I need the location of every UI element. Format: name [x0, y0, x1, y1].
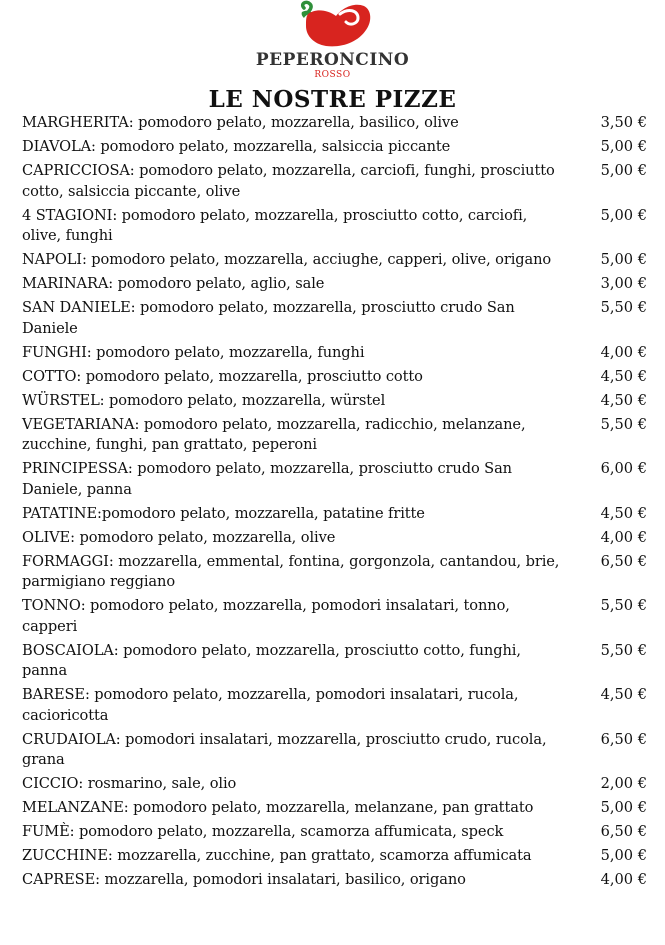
menu-item-description: MELANZANE: pomodoro pelato, mozzarella, melanzane, pan grattato — [22, 799, 534, 816]
menu-item — [22, 250, 652, 271]
menu-item-price: 5,00 € — [600, 847, 647, 864]
menu-item — [22, 137, 652, 158]
menu-item — [22, 343, 652, 364]
menu-item-price: 6,50 € — [600, 823, 647, 840]
menu-item-price: 5,50 € — [600, 415, 647, 433]
menu-item-price: 6,50 € — [600, 730, 647, 748]
menu-item-price: 5,50 € — [600, 597, 647, 614]
brand-subtitle: ROSSO — [314, 70, 351, 80]
menu-item-price: 4,00 € — [600, 528, 647, 546]
menu-item-description: BARESE: pomodoro pelato, mozzarella, pomodori insalatari, rucola, cacioricotta — [22, 686, 519, 724]
menu-item-price: 2,00 € — [600, 775, 647, 792]
menu-item — [22, 685, 652, 726]
menu-header — [0, 0, 665, 116]
menu-item-description: PATATINE:pomodoro pelato, mozzarella, patatine fritte — [22, 504, 425, 522]
menu-item-description: TONNO: pomodoro pelato, mozzarella, pomodori insalatari, tonno, capperi — [22, 597, 510, 635]
menu-item — [22, 641, 652, 682]
menu-item-price: 5,50 € — [600, 299, 647, 316]
menu-item — [22, 798, 652, 819]
menu-item-price: 5,50 € — [600, 641, 647, 659]
menu-item — [22, 774, 652, 795]
menu-item-price: 4,50 € — [600, 391, 647, 409]
menu-item — [22, 161, 652, 202]
menu-item-description: MARGHERITA: pomodoro pelato, mozzarella, basilico, olive — [22, 114, 459, 131]
menu-item-price: 3,50 € — [600, 114, 647, 131]
menu-item-description: NAPOLI: pomodoro pelato, mozzarella, acciughe, capperi, olive, origano — [22, 251, 552, 268]
menu-item-price: 4,50 € — [600, 686, 647, 703]
menu-item-description: SAN DANIELE: pomodoro pelato, mozzarella, prosciutto crudo San Daniele — [22, 299, 515, 337]
menu-item-description: PRINCIPESSA: pomodoro pelato, mozzarella, prosciutto crudo San Daniele, panna — [22, 460, 512, 498]
menu-item-description: FUMÈ: pomodoro pelato, mozzarella, scamorza affumicata, speck — [22, 823, 504, 840]
menu-item-price: 5,00 € — [600, 206, 647, 224]
menu-item-description: WÜRSTEL: pomodoro pelato, mozzarella, würstel — [22, 391, 386, 409]
menu-item-description: CAPRICCIOSA: pomodoro pelato, mozzarella, carciofi, funghi, prosciutto cotto, salsiccia piccante, olive — [22, 162, 555, 200]
menu-item — [22, 367, 652, 388]
menu-item-price: 5,00 € — [600, 138, 647, 155]
menu-item-description: COTTO: pomodoro pelato, mozzarella, prosciutto cotto — [22, 367, 423, 385]
menu-item — [22, 846, 652, 867]
menu-item — [22, 459, 652, 500]
menu-item-price: 5,00 € — [600, 251, 647, 268]
menu-item — [22, 113, 652, 134]
menu-item-price: 5,00 € — [600, 162, 647, 179]
menu-item — [22, 391, 652, 412]
menu-item — [22, 274, 652, 295]
menu-item — [22, 298, 652, 339]
menu-item-price: 4,00 € — [600, 343, 647, 361]
menu-item-description: FUNGHI: pomodoro pelato, mozzarella, funghi — [22, 343, 365, 361]
menu-item — [22, 415, 652, 456]
menu-item-description: BOSCAIOLA: pomodoro pelato, mozzarella, prosciutto cotto, funghi, panna — [22, 641, 521, 679]
menu-item-description: OLIVE: pomodoro pelato, mozzarella, olive — [22, 528, 336, 546]
menu-item-description: FORMAGGI: mozzarella, emmental, fontina, gorgonzola, cantandou, brie, parmigiano reggiano — [22, 552, 560, 590]
menu-item-price: 6,50 € — [600, 552, 647, 570]
menu-item-price: 6,00 € — [600, 460, 647, 477]
menu-item-description: CICCIO: rosmarino, sale, olio — [22, 775, 237, 792]
menu-item-description: MARINARA: pomodoro pelato, aglio, sale — [22, 275, 325, 292]
menu-item — [22, 730, 652, 771]
menu-item-price: 5,00 € — [600, 799, 647, 816]
brand-name: PEPERONCINO — [255, 50, 410, 70]
menu-item-price: 4,50 € — [600, 504, 647, 522]
menu-item-price: 3,00 € — [600, 275, 647, 292]
pizza-menu-list — [22, 113, 652, 891]
menu-item-description: CRUDAIOLA: pomodori insalatari, mozzarella, prosciutto crudo, rucola, grana — [22, 730, 547, 768]
menu-item-description: ZUCCHINE: mozzarella, zucchine, pan grattato, scamorza affumicata — [22, 847, 532, 864]
chili-pepper-icon — [296, 0, 374, 50]
menu-item — [22, 552, 652, 593]
page-title: LE NOSTRE PIZZE — [208, 86, 457, 113]
menu-item-price: 4,50 € — [600, 367, 647, 385]
menu-item — [22, 528, 652, 549]
menu-item — [22, 206, 652, 247]
menu-item-description: 4 STAGIONI: pomodoro pelato, mozzarella, prosciutto cotto, carciofi, olive, funghi — [22, 206, 528, 244]
menu-item-description: CAPRESE: mozzarella, pomodori insalatari, basilico, origano — [22, 871, 466, 888]
menu-item — [22, 822, 652, 843]
menu-item — [22, 596, 652, 637]
menu-item-price: 4,00 € — [600, 871, 647, 888]
menu-item — [22, 870, 652, 891]
menu-item-description: VEGETARIANA: pomodoro pelato, mozzarella, radicchio, melanzane, zucchine, funghi, pan grattato, peperoni — [22, 415, 526, 453]
menu-item-description: DIAVOLA: pomodoro pelato, mozzarella, salsiccia piccante — [22, 138, 451, 155]
menu-item — [22, 504, 652, 525]
